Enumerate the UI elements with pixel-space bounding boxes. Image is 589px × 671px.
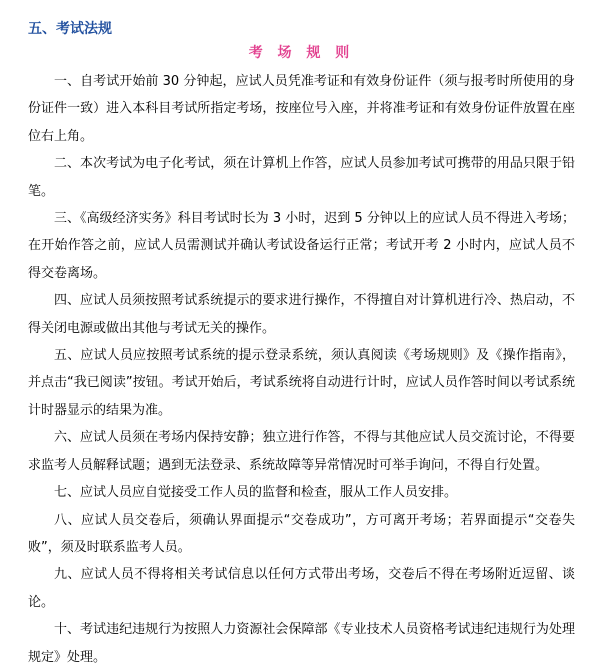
rule-paragraph-5: 五、应试人员应按照考试系统的提示登录系统，须认真阅读《考场规则》及《操作指南》，并点击“我已阅读”按钮。考试开始后，考试系统将自动进行计时，应试人员作答时间以考试系统计时器显示的结果为准。 <box>28 348 575 418</box>
rule-paragraph-1: 一、自考试开始前 30 分钟起，应试人员凭准考证和有效身份证件（须与报考时所使用的身份证件一致）进入本科目考试所指定考场，按座位号入座，并将准考证和有效身份证件放置在座位右上角。 <box>28 74 575 144</box>
rule-paragraph-10: 十、考试违纪违规行为按照人力资源社会保障部《专业技术人员资格考试违纪违规行为处理规定》处理。 <box>28 622 575 665</box>
rules-list <box>28 68 575 671</box>
document-title: 考 场 规 则 <box>248 45 355 61</box>
rule-paragraph-3: 三、《高级经济实务》科目考试时长为 3 小时，迟到 5 分钟以上的应试人员不得进入考场；在开始作答之前，应试人员需测试并确认考试设备运行正常；考试开考 2 小时内，应试人员不得交卷离场。 <box>28 211 575 281</box>
section-heading: 五、考试法规 <box>28 21 112 37</box>
rule-paragraph-7: 七、应试人员应自觉接受工作人员的监督和检查，服从工作人员安排。 <box>54 485 458 501</box>
rule-paragraph-2: 二、本次考试为电子化考试，须在计算机上作答，应试人员参加考试可携带的用品只限于铅笔。 <box>28 156 575 199</box>
rule-paragraph-8: 八、应试人员交卷后，须确认界面提示“交卷成功”，方可离开考场；若界面提示“交卷失败”，须及时联系监考人员。 <box>28 512 575 555</box>
rule-paragraph-9: 九、应试人员不得将相关考试信息以任何方式带出考场，交卷后不得在考场附近逗留、谈论。 <box>28 567 575 610</box>
rule-paragraph-6: 六、应试人员须在考场内保持安静；独立进行作答，不得与其他应试人员交流讨论，不得要求监考人员解释试题；遇到无法登录、系统故障等异常情况时可举手询问，不得自行处置。 <box>28 430 575 473</box>
rule-paragraph-4: 四、应试人员须按照考试系统提示的要求进行操作，不得擅自对计算机进行冷、热启动，不得关闭电源或做出其他与考试无关的操作。 <box>28 293 575 336</box>
